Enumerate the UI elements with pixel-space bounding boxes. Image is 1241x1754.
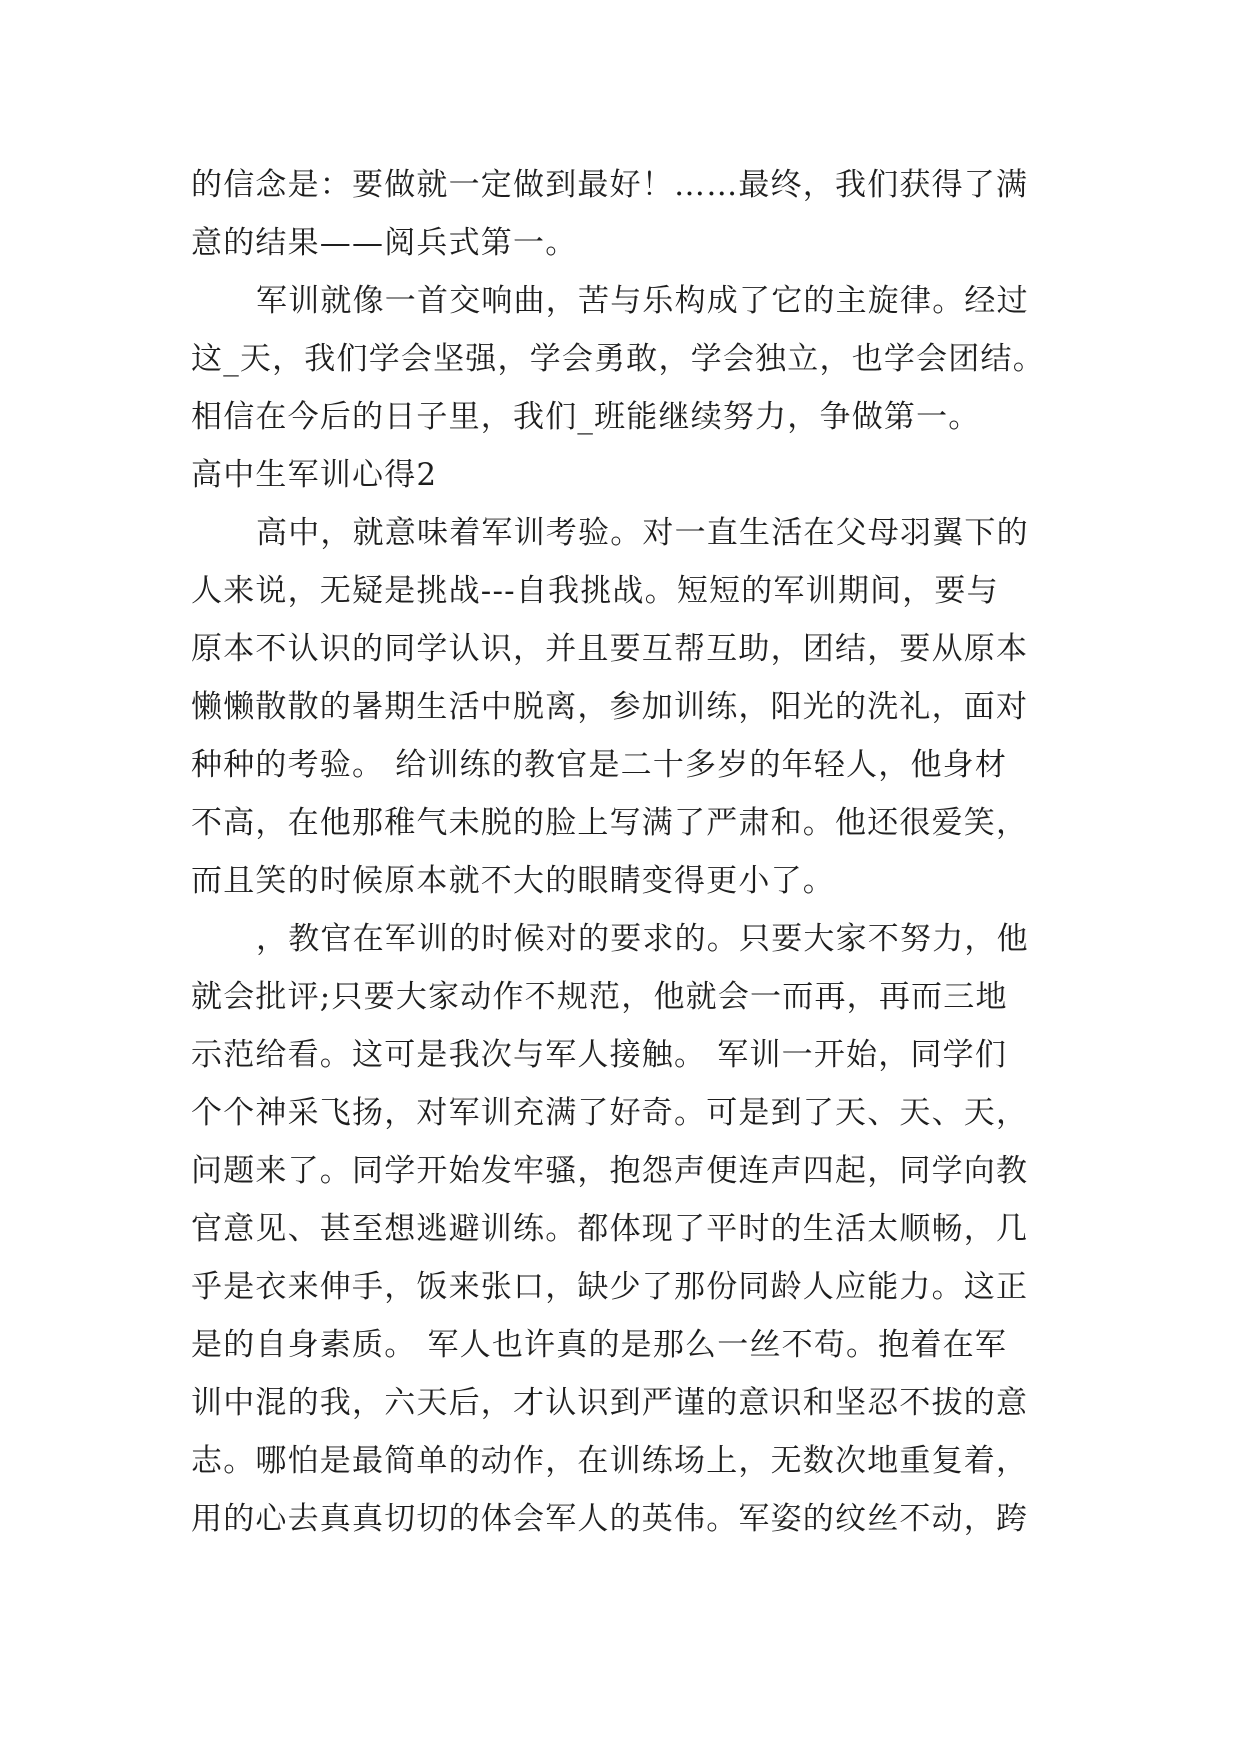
paragraph-line: 相信在今后的日子里，我们_班能继续努力，争做第一。 [191, 399, 981, 435]
paragraph-line: 不高，在他那稚气未脱的脸上写满了严肃和。他还很爱笑， [191, 805, 1029, 841]
paragraph-line: 训中混的我，六天后，才认识到严谨的意识和坚忍不拔的意 [191, 1385, 1029, 1421]
paragraph-line: 官意见、甚至想逃避训练。都体现了平时的生活太顺畅，几 [191, 1211, 1029, 1247]
paragraph-line: 军训就像一首交响曲，苦与乐构成了它的主旋律。经过 [256, 283, 1029, 319]
paragraph-line: 意的结果——阅兵式第一。 [191, 225, 578, 261]
paragraph-line: 用的心去真真切切的体会军人的英伟。军姿的纹丝不动，跨 [191, 1501, 1029, 1537]
paragraph-line: 乎是衣来伸手，饭来张口，缺少了那份同龄人应能力。这正 [191, 1269, 1029, 1305]
paragraph-line: 问题来了。同学开始发牢骚，抱怨声便连声四起，同学向教 [191, 1153, 1029, 1189]
paragraph-line: 个个神采飞扬，对军训充满了好奇。可是到了天、天、天， [191, 1095, 1029, 1131]
paragraph-line: 志。哪怕是最简单的动作，在训练场上，无数次地重复着， [191, 1443, 1029, 1479]
paragraph-line: ，教官在军训的时候对的要求的。只要大家不努力，他 [256, 921, 1029, 957]
paragraph-line: 而且笑的时候原本就不大的眼睛变得更小了。 [191, 863, 835, 899]
paragraph-line: 示范给看。这可是我次与军人接触。 军训一开始，同学们 [191, 1037, 1008, 1073]
paragraph-line: 原本不认识的同学认识，并且要互帮互助，团结，要从原本 [191, 631, 1029, 667]
section-heading: 高中生军训心得2 [191, 457, 438, 493]
paragraph-line: 是的自身素质。 军人也许真的是那么一丝不苟。抱着在军 [191, 1327, 1008, 1363]
paragraph-line: 的信念是：要做就一定做到最好！……最终，我们获得了满 [191, 167, 1029, 203]
paragraph-line: 这_天，我们学会坚强，学会勇敢，学会独立，也学会团结。 [191, 341, 1045, 377]
paragraph-line: 高中，就意味着军训考验。对一直生活在父母羽翼下的 [256, 515, 1029, 551]
paragraph-line: 就会批评;只要大家动作不规范，他就会一而再，再而三地 [191, 979, 1008, 1015]
paragraph-line: 人来说，无疑是挑战---自我挑战。短短的军训期间，要与 [191, 573, 999, 609]
paragraph-line: 种种的考验。 给训练的教官是二十多岁的年轻人，他身材 [191, 747, 1008, 783]
paragraph-line: 懒懒散散的暑期生活中脱离，参加训练，阳光的洗礼，面对 [191, 689, 1029, 725]
